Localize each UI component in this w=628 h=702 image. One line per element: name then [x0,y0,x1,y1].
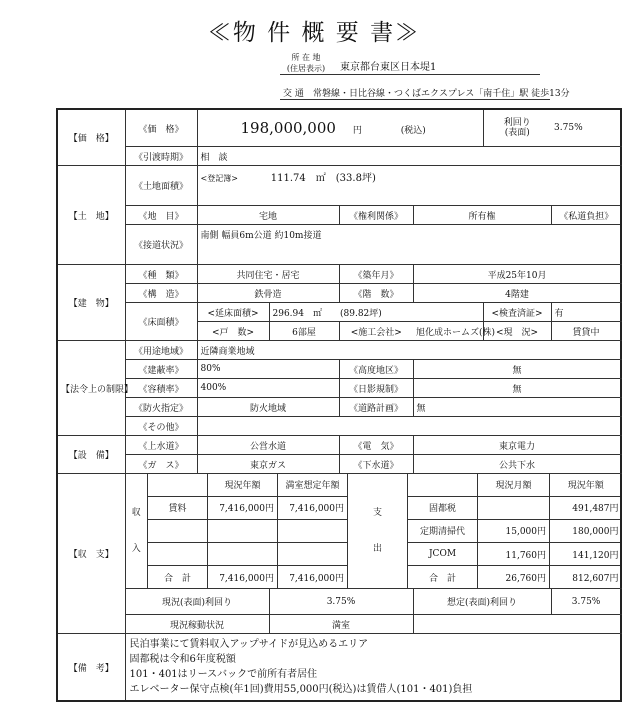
expense-2-year: 180,000円 [550,519,622,542]
building-builder-value: 旭化成ホームズ(株) [413,322,483,341]
income-label-1: 収 [131,508,141,518]
legal-height-label: 《高度地区》 [339,360,413,379]
current-yield-label: 現況(表面)利回り [125,589,269,615]
assumed-yield-value: 3.75% [551,589,621,615]
rent-label: 賃料 [148,496,208,519]
yield-row [57,589,621,615]
electric-label: 《電 気》 [339,436,413,455]
price-tax: (税込) [400,126,426,136]
legal-far-row [57,379,621,398]
income-expense-grid [126,474,622,588]
gas-value: 東京ガス [197,455,339,474]
expense-label-1: 支 [372,508,382,518]
building-structure-label: 《構 造》 [125,284,197,303]
price-cell [197,109,483,147]
legal-fire-value: 防火地域 [197,398,339,417]
rent-full: 7,416,000円 [278,496,348,519]
legal-plan-value: 無 [413,398,621,417]
expense-total-month: 26,760円 [478,566,550,588]
address-label-2: (住居表示) [286,64,326,73]
land-road-row [57,225,621,265]
transport-label: 交 通 [283,89,304,99]
handover-value: 相 談 [197,147,621,166]
remarks-row [57,634,621,702]
transport-underline [280,99,550,100]
land-section: 【土 地】 [57,166,125,265]
expense-2-month: 15,000円 [478,519,550,542]
remarks-cell [125,634,621,702]
income-col-full: 満室想定年額 [278,474,348,496]
building-inspection-value: 有 [551,303,621,322]
land-area-row [57,166,621,206]
legal-other-row [57,417,621,436]
building-floor-area-label: 《床面積》 [125,303,197,341]
legal-shadow-value: 無 [413,379,621,398]
expense-label-2: 出 [372,544,382,554]
assumed-yield-label: 想定(表面)利回り [413,589,551,615]
land-area-cell [197,166,621,206]
building-units-value: 6部屋 [269,322,339,341]
price-section: 【価 格】 [57,109,125,166]
electric-value: 東京電力 [413,436,621,455]
land-rights-label: 《権利関係》 [339,206,413,225]
legal-other-label: 《その他》 [125,417,197,436]
remark-line-4: エレベーター保守点検(年1回)費用55,000円(税込)は賃借人(101・401)負担 [129,684,473,695]
utilities-row-1 [57,436,621,455]
remark-line-3: 101・401はリースバックで前所有者居住 [129,669,318,680]
building-section: 【建 物】 [57,265,125,341]
expense-3-label: JCOM [408,542,478,565]
legal-zone-row [57,341,621,360]
legal-other-value [197,417,621,436]
building-total-area-label: <延床面積> [197,303,269,322]
building-structure-value: 鉄骨造 [197,284,339,303]
legal-fire-row [57,398,621,417]
legal-bcr-label: 《建蔽率》 [125,360,197,379]
address-underline [280,74,540,75]
expense-total-label: 合 計 [408,566,478,588]
remark-line-1: 民泊事業にて賃料収入アップサイドが見込めるエリア [129,639,369,650]
land-category-label: 《地 目》 [125,206,197,225]
yield-label-1: 利回り [503,118,531,128]
address-label-1: 所 在 地 [291,53,321,62]
building-status-label: <現 況> [483,322,551,341]
expense-1-month [478,496,550,519]
land-area-value: 111.74 ㎡ (33.8坪) [270,173,376,184]
land-road-label: 《接道状況》 [125,225,197,265]
building-structure-row [57,284,621,303]
expense-total-year: 812,607円 [550,566,622,588]
building-type-value: 共同住宅・居宅 [197,265,339,284]
building-units-label: <戸 数> [197,322,269,341]
handover-row [57,147,621,166]
land-rights-value: 所有権 [413,206,551,225]
legal-section: 【法令上の制限】 [57,341,125,436]
gas-label: 《ガ ス》 [125,455,197,474]
sewer-value: 公共下水 [413,455,621,474]
remarks-section: 【備 考】 [57,634,125,702]
utilities-row-2 [57,455,621,474]
water-value: 公営水道 [197,436,339,455]
occupancy-value: 満室 [269,615,413,634]
income-total-label: 合 計 [148,566,208,588]
price-unit: 円 [352,126,362,136]
land-road-value: 南側 幅員6m公道 約10m接道 [197,225,621,265]
building-builder-label: <施工会社> [339,322,413,341]
yield-label-2: (表面) [504,128,530,138]
expense-2-label: 定期清掃代 [408,519,478,542]
expense-1-label: 固都税 [408,496,478,519]
building-area-row [57,303,621,322]
expense-col-year: 現況年額 [550,474,622,496]
document-title: ≪物 件 概 要 書≫ [207,20,421,46]
building-type-row [57,265,621,284]
land-category-value: 宅地 [197,206,339,225]
water-label: 《上水道》 [125,436,197,455]
transport-value: 常磐線・日比谷線・つくばエクスプレス「南千住」駅 徒歩13分 [313,89,570,99]
legal-bcr-value: 80% [197,360,339,379]
expense-3-month: 11,760円 [478,542,550,565]
occupancy-row [57,615,621,634]
legal-far-value: 400% [197,379,339,398]
legal-plan-label: 《道路計画》 [339,398,413,417]
current-yield-value: 3.75% [269,589,413,615]
legal-fire-label: 《防火指定》 [125,398,197,417]
occupancy-label: 現況稼動状況 [125,615,269,634]
expense-col-month: 現況月額 [478,474,550,496]
building-floors-value: 4階建 [413,284,621,303]
legal-far-label: 《容積率》 [125,379,197,398]
yield-label [483,109,551,147]
building-floors-label: 《階 数》 [339,284,413,303]
land-registered-label: <登記簿> [200,174,238,183]
income-row [57,474,621,589]
legal-zone-label: 《用途地域》 [125,341,197,360]
property-table [56,108,622,702]
price-label: 《価 格》 [125,109,197,147]
building-inspection-label: <検査済証> [483,303,551,322]
income-total-full: 7,416,000円 [278,566,348,588]
address-label [283,52,329,74]
price-value: 198,000,000 [240,119,336,137]
legal-shadow-label: 《日影規制》 [339,379,413,398]
building-type-label: 《種 類》 [125,265,197,284]
remark-line-2: 固都税は令和6年度税額 [129,654,236,665]
expense-3-year: 141,120円 [550,542,622,565]
income-col-current: 現況年額 [208,474,278,496]
yield-value: 3.75% [551,109,621,147]
building-status-value: 賃貸中 [551,322,621,341]
legal-bcr-row [57,360,621,379]
legal-zone-value: 近隣商業地域 [197,341,621,360]
income-expense-cell [125,474,621,589]
building-built-label: 《築年月》 [339,265,413,284]
income-total-current: 7,416,000円 [208,566,278,588]
price-row [57,109,621,147]
legal-height-value: 無 [413,360,621,379]
building-built-value: 平成25年10月 [413,265,621,284]
income-section: 【収 支】 [57,474,125,634]
income-label-2: 入 [131,544,141,554]
expense-vertical-label [348,474,408,588]
utilities-section: 【設 備】 [57,436,125,474]
building-total-area-value: 296.94 ㎡ (89.82坪) [269,303,483,322]
rent-current: 7,416,000円 [208,496,278,519]
sewer-label: 《下水道》 [339,455,413,474]
address-value: 東京都台東区日本堤1 [340,62,437,73]
land-area-label: 《土地面積》 [125,166,197,206]
private-road-label: 《私道負担》 [551,206,621,225]
expense-1-year: 491,487円 [550,496,622,519]
land-category-row [57,206,621,225]
handover-label: 《引渡時期》 [125,147,197,166]
income-vertical-label [126,474,148,588]
